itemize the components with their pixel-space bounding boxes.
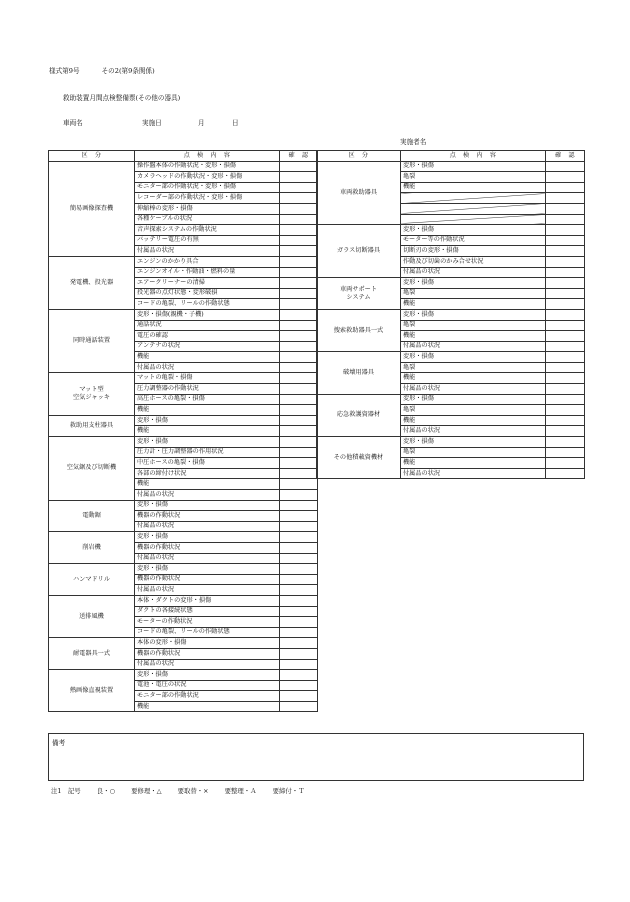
table-row	[317, 309, 585, 320]
inspection-item: エンジンのかかり具合	[135, 256, 280, 267]
inspection-item: 変形・損傷	[401, 225, 546, 236]
inspection-item: コードの亀裂、リールの作動状態	[135, 627, 280, 638]
table-row	[317, 352, 585, 363]
category-cell: 捜索救助器具一式	[317, 309, 401, 351]
inspection-item: コードの亀裂、リールの作動状態	[135, 299, 280, 310]
confirm-cell[interactable]	[280, 532, 318, 543]
inspection-item: 変形・損傷	[135, 670, 280, 681]
confirm-cell[interactable]	[280, 309, 318, 320]
table-row	[49, 638, 318, 649]
inspection-item: 機器の作動状況	[135, 574, 280, 585]
confirm-cell[interactable]	[280, 182, 318, 193]
inspection-item: 付属品の状況	[135, 246, 280, 257]
confirm-cell[interactable]	[546, 256, 585, 267]
month-label: 月	[198, 119, 205, 127]
inspection-item: エアークリーナーの清掃	[135, 278, 280, 289]
table-row	[317, 278, 585, 289]
inspection-item: モニター部の作動状況	[135, 691, 280, 702]
inspection-item: 投光器の点灯状態・変形破損	[135, 288, 280, 299]
confirm-cell[interactable]	[280, 458, 318, 469]
note-repair: 要修理・△	[131, 787, 162, 795]
confirm-cell[interactable]	[280, 627, 318, 638]
inspection-item: 機能	[401, 373, 546, 384]
inspection-item: 電池・電圧の状況	[135, 680, 280, 691]
inspection-item: 変形・損傷	[401, 309, 546, 320]
confirm-cell[interactable]	[546, 447, 585, 458]
confirm-cell[interactable]	[280, 468, 318, 479]
confirm-cell[interactable]	[546, 193, 585, 204]
table-row	[49, 500, 318, 511]
confirm-cell[interactable]	[546, 299, 585, 310]
inspection-item: 機能	[135, 479, 280, 490]
category-cell: 空気鋸及び切断機	[49, 437, 135, 501]
confirm-cell[interactable]	[280, 691, 318, 702]
confirm-cell[interactable]	[546, 458, 585, 469]
confirm-cell[interactable]	[546, 331, 585, 342]
confirm-cell[interactable]	[280, 521, 318, 532]
confirm-cell[interactable]	[546, 225, 585, 236]
table-row	[49, 415, 318, 426]
inspection-item: 本体の変形・損傷	[135, 638, 280, 649]
confirm-cell[interactable]	[280, 659, 318, 670]
confirm-cell[interactable]	[280, 490, 318, 501]
inspection-item: 伸縮棒の変形・損傷	[135, 203, 280, 214]
confirm-cell[interactable]	[546, 161, 585, 172]
table-row	[49, 256, 318, 267]
document-title: 救助装置月間点検整備票(その他の器具)	[63, 94, 181, 102]
confirm-cell[interactable]	[546, 362, 585, 373]
category-cell: 発電機、投光器	[49, 256, 135, 309]
header-confirm: 確 認	[280, 151, 318, 162]
inspection-item: 操作盤本体の作動状況・変形・損傷	[135, 161, 280, 172]
inspection-item: 各部の締付け状況	[135, 468, 280, 479]
inspection-item: 付属品の状況	[401, 468, 546, 479]
confirm-cell[interactable]	[280, 352, 318, 363]
inspection-item: 変形・損傷	[135, 500, 280, 511]
table-row	[49, 161, 318, 172]
confirm-cell[interactable]	[546, 246, 585, 257]
inspection-item: 各種ケーブルの状況	[135, 214, 280, 225]
confirm-cell[interactable]	[280, 648, 318, 659]
inspection-item: 変形・損傷(親機・子機)	[135, 309, 280, 320]
inspection-item: モニター部の作動状況・変形・損傷	[135, 182, 280, 193]
inspection-item: 機能	[135, 405, 280, 416]
confirm-cell[interactable]	[280, 320, 318, 331]
inspection-item: 圧力計・圧力調整器の作用状況	[135, 447, 280, 458]
category-cell: 応急救護資器材	[317, 394, 401, 436]
confirm-cell[interactable]	[280, 235, 318, 246]
confirm-cell[interactable]	[280, 426, 318, 437]
confirm-cell[interactable]	[280, 362, 318, 373]
confirm-cell[interactable]	[280, 680, 318, 691]
confirm-cell[interactable]	[280, 595, 318, 606]
note-tighten: 要締付・Ｔ	[272, 787, 305, 795]
inspection-item: 機能	[135, 426, 280, 437]
inspection-item: 付属品の状況	[135, 659, 280, 670]
inspection-item: エンジンオイル・作動油・燃料の量	[135, 267, 280, 278]
table-row	[49, 670, 318, 681]
confirm-cell[interactable]	[280, 574, 318, 585]
remarks-box[interactable]	[48, 733, 584, 781]
inspection-item: 付属品の状況	[135, 553, 280, 564]
category-cell: 同時通話装置	[49, 309, 135, 373]
confirm-cell[interactable]	[546, 468, 585, 479]
category-cell: ガラス切断器具	[317, 225, 401, 278]
inspection-item: 付属品の状況	[401, 341, 546, 352]
inspection-item: 機器の作動状況	[135, 542, 280, 553]
inspection-item: モーター等の作動状況	[401, 235, 546, 246]
table-row	[317, 394, 585, 405]
form-sub-label: その2(第9条関係)	[101, 67, 155, 75]
table-row	[49, 437, 318, 448]
confirm-cell[interactable]	[280, 267, 318, 278]
inspection-item: 機能	[401, 182, 546, 193]
remarks-label: 備考	[52, 739, 66, 747]
inspection-item: 機能	[401, 415, 546, 426]
category-cell: 救助用支柱器具	[49, 415, 135, 436]
confirm-cell[interactable]	[280, 564, 318, 575]
inspection-item: 亀裂	[401, 362, 546, 373]
inspection-item: 付属品の状況	[401, 384, 546, 395]
header-items: 点 検 内 容	[135, 151, 280, 162]
category-cell: 熱画像直視装置	[49, 670, 135, 712]
inspection-item: 切断刃の変形・損傷	[401, 246, 546, 257]
inspection-item: 付属品の状況	[401, 267, 546, 278]
inspection-item: 付属品の状況	[135, 521, 280, 532]
category-cell: マット型 空気ジャッキ	[49, 373, 135, 415]
inspection-item: 音声探索システムの作動状況	[135, 225, 280, 236]
category-cell: その他積載資機材	[317, 437, 401, 479]
category-cell: 車両救助器具	[317, 161, 401, 225]
inspection-item: 作動及び切歯のかみ合せ状況	[401, 256, 546, 267]
confirm-cell[interactable]	[280, 288, 318, 299]
inspection-item: 付属品の状況	[135, 585, 280, 596]
inspection-item: 機能	[135, 352, 280, 363]
table-row	[49, 595, 318, 606]
inspection-item: モーターの作動状況	[135, 617, 280, 628]
inspection-item: 機器の作動状況	[135, 648, 280, 659]
confirm-cell[interactable]	[546, 415, 585, 426]
confirm-cell[interactable]	[280, 203, 318, 214]
table-row	[317, 225, 585, 236]
confirm-cell[interactable]	[280, 256, 318, 267]
inspection-item	[401, 214, 546, 225]
inspection-item: 亀裂	[401, 405, 546, 416]
header-category: 区 分	[317, 151, 401, 162]
confirm-cell[interactable]	[546, 278, 585, 289]
table-row	[49, 532, 318, 543]
inspection-item: 変形・損傷	[401, 161, 546, 172]
inspection-item: 亀裂	[401, 172, 546, 183]
inspection-item: 圧力調整器の作動状況	[135, 384, 280, 395]
note-arrange: 要整理・Ａ	[224, 787, 257, 795]
confirm-cell[interactable]	[280, 437, 318, 448]
inspection-item: 付属品の状況	[135, 490, 280, 501]
category-cell: 簡易画像探査機	[49, 161, 135, 256]
inspection-item: ダクトの各接続状態	[135, 606, 280, 617]
inspection-item: 亀裂	[401, 320, 546, 331]
notes-label: 注1 記号	[51, 787, 81, 795]
inspection-item: 変形・損傷	[401, 278, 546, 289]
confirm-cell[interactable]	[280, 585, 318, 596]
confirm-cell[interactable]	[546, 320, 585, 331]
confirm-cell[interactable]	[546, 309, 585, 320]
right-inspection-table	[316, 150, 585, 479]
inspection-item: 変形・損傷	[401, 437, 546, 448]
inspection-item: 機能	[401, 331, 546, 342]
confirm-cell[interactable]	[280, 331, 318, 342]
inspection-item: 変形・損傷	[401, 394, 546, 405]
inspection-item: 本体・ダクトの変形・損傷	[135, 595, 280, 606]
confirm-cell[interactable]	[280, 278, 318, 289]
implementation-date-label: 実施日	[142, 119, 162, 127]
inspection-item: 電圧の確認	[135, 331, 280, 342]
table-row	[49, 373, 318, 384]
inspection-item: 変形・損傷	[135, 437, 280, 448]
header-category: 区 分	[49, 151, 135, 162]
header-items: 点 検 内 容	[401, 151, 546, 162]
confirm-cell[interactable]	[280, 606, 318, 617]
inspection-item: 変形・損傷	[401, 352, 546, 363]
left-inspection-table	[48, 150, 318, 712]
confirm-cell[interactable]	[280, 341, 318, 352]
inspection-item: 亀裂	[401, 447, 546, 458]
confirm-cell[interactable]	[546, 235, 585, 246]
inspection-item: カメラヘッドの作動状況・変形・損傷	[135, 172, 280, 183]
confirm-cell[interactable]	[280, 172, 318, 183]
inspection-item: 付属品の状況	[401, 426, 546, 437]
confirm-cell[interactable]	[280, 394, 318, 405]
form-number	[49, 68, 155, 75]
confirm-cell[interactable]	[280, 617, 318, 628]
inspector-label: 実施者名	[400, 138, 427, 146]
inspection-item: バッテリー電圧の有無	[135, 235, 280, 246]
form-number-label: 様式第9号	[49, 67, 80, 75]
table-row	[317, 161, 585, 172]
table-row	[49, 309, 318, 320]
inspection-item: アンテナの状況	[135, 341, 280, 352]
confirm-cell[interactable]	[280, 542, 318, 553]
confirm-cell[interactable]	[280, 511, 318, 522]
inspection-item: 付属品の状況	[135, 362, 280, 373]
confirm-cell[interactable]	[280, 384, 318, 395]
inspection-item: 通話状況	[135, 320, 280, 331]
confirm-cell[interactable]	[546, 373, 585, 384]
confirm-cell[interactable]	[546, 203, 585, 214]
confirm-cell[interactable]	[546, 182, 585, 193]
inspection-item: 中圧ホースの亀裂・損傷	[135, 458, 280, 469]
confirm-cell[interactable]	[280, 553, 318, 564]
inspection-item	[401, 193, 546, 204]
category-cell: 耐電器具一式	[49, 638, 135, 670]
confirm-cell[interactable]	[546, 405, 585, 416]
inspection-item: 亀裂	[401, 288, 546, 299]
inspection-item: 変形・損傷	[135, 415, 280, 426]
confirm-cell[interactable]	[280, 701, 318, 712]
confirm-cell[interactable]	[280, 405, 318, 416]
confirm-cell[interactable]	[546, 384, 585, 395]
inspection-item: 機能	[135, 701, 280, 712]
note-good: 良・○	[96, 787, 116, 795]
confirm-cell[interactable]	[546, 288, 585, 299]
inspection-item: 機能	[401, 299, 546, 310]
confirm-cell[interactable]	[280, 214, 318, 225]
inspection-item: 変形・損傷	[135, 564, 280, 575]
confirm-cell[interactable]	[280, 415, 318, 426]
category-cell: 破壊用器具	[317, 352, 401, 394]
confirm-cell[interactable]	[546, 214, 585, 225]
left-header-row	[49, 151, 318, 162]
inspection-item: 機能	[401, 458, 546, 469]
inspection-item: 高圧ホースの亀裂・損傷	[135, 394, 280, 405]
confirm-cell[interactable]	[546, 352, 585, 363]
confirm-cell[interactable]	[546, 426, 585, 437]
table-row	[49, 564, 318, 575]
confirm-cell[interactable]	[280, 225, 318, 236]
inspection-item: マットの亀裂・損傷	[135, 373, 280, 384]
day-label: 日	[232, 119, 239, 127]
header-confirm: 確 認	[546, 151, 585, 162]
confirm-cell[interactable]	[280, 500, 318, 511]
confirm-cell[interactable]	[280, 373, 318, 384]
category-cell: 送排風機	[49, 595, 135, 637]
confirm-cell[interactable]	[546, 341, 585, 352]
table-row	[317, 437, 585, 448]
confirm-cell[interactable]	[546, 437, 585, 448]
inspection-item	[401, 203, 546, 214]
category-cell: 削岩機	[49, 532, 135, 564]
legend-notes	[51, 788, 305, 794]
confirm-cell[interactable]	[280, 638, 318, 649]
category-cell: 電動鋸	[49, 500, 135, 532]
confirm-cell[interactable]	[280, 246, 318, 257]
inspection-item: 変形・損傷	[135, 532, 280, 543]
confirm-cell[interactable]	[280, 193, 318, 204]
confirm-cell[interactable]	[546, 267, 585, 278]
right-header-row	[317, 151, 585, 162]
confirm-cell[interactable]	[546, 394, 585, 405]
confirm-cell[interactable]	[280, 447, 318, 458]
confirm-cell[interactable]	[280, 299, 318, 310]
confirm-cell[interactable]	[280, 161, 318, 172]
category-cell: 車両サポート システム	[317, 278, 401, 310]
inspection-item: 機器の作動状況	[135, 511, 280, 522]
car-name-label: 車両名	[63, 119, 83, 127]
inspection-item: レコーダー部の作動状況・変形・損傷	[135, 193, 280, 204]
confirm-cell[interactable]	[280, 670, 318, 681]
note-replace: 要取替・×	[177, 787, 209, 795]
confirm-cell[interactable]	[280, 479, 318, 490]
category-cell: ハンマドリル	[49, 564, 135, 596]
confirm-cell[interactable]	[546, 172, 585, 183]
